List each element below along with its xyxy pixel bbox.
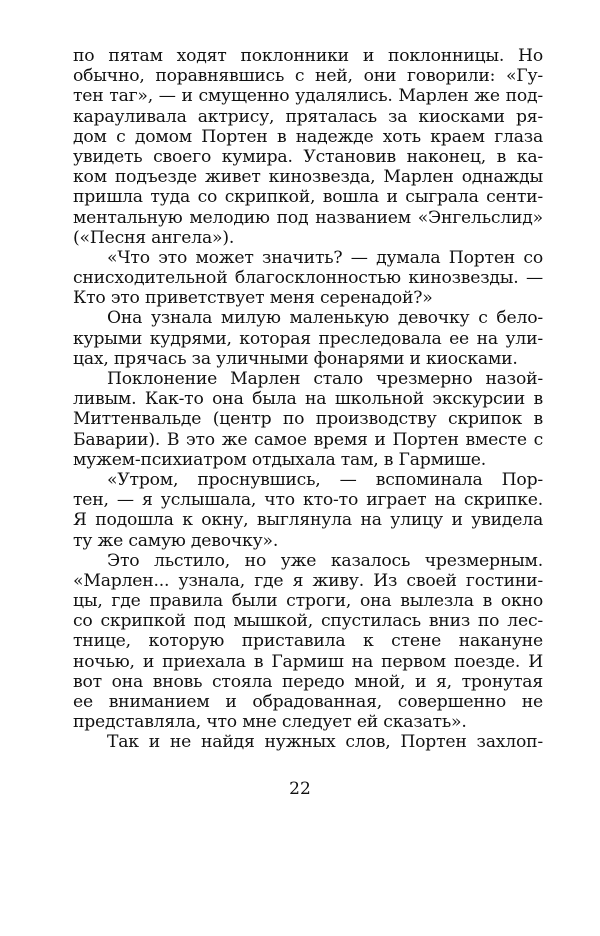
text-line: по пятам ходят поклонники и поклонницы. Но (73, 46, 543, 66)
text-line: Я подошла к окну, выглянула на улицу и увидела (73, 510, 543, 531)
text-line: ночью, и приехала в Гармиш на первом поезде. И (73, 651, 543, 672)
text-line: «Что это может значить? — думала Портен со (107, 247, 543, 268)
text-line: со скрипкой под мышкой, спустилась вниз по лес- (73, 611, 543, 632)
text-line: Кто это приветствует меня серенадой?» (73, 288, 433, 309)
text-line: снисходительной благосклонностью кинозвезды. — (73, 268, 543, 289)
text-line: карауливала актрису, пряталась за киосками ря- (73, 106, 543, 127)
text-line: представляла, что мне следует ей сказать». (73, 712, 467, 733)
text-line: дом с домом Портен в надежде хоть краем глаза (73, 126, 543, 147)
text-line: Миттенвальде (центр по производству скрипок в (73, 409, 543, 430)
text-line: Поклонение Марлен стало чрезмерно назой- (107, 369, 543, 389)
text-line: Это льстило, но уже казалось чрезмерным. (107, 550, 543, 571)
page-text (73, 46, 543, 753)
text-line: курыми кудрями, которая преследовала ее на ули- (73, 328, 543, 349)
text-line: вот она вновь стояла передо мной, и я, тронутая (73, 671, 543, 692)
text-line: увидеть своего кумира. Установив наконец, в ка- (73, 146, 543, 167)
text-line: ментальную мелодию под названием «Энгельслид» (73, 207, 543, 228)
text-line: Баварии). В это же самое время и Портен вместе с (73, 429, 543, 450)
text-line: Она узнала милую маленькую девочку с бело- (107, 308, 543, 329)
text-line: ее вниманием и обрадованная, совершенно не (73, 692, 543, 712)
page-number: 22 (289, 779, 311, 799)
text-line: тен, — я услышала, что кто-то играет на скрипке. (73, 490, 543, 511)
text-line: тен таг», — и смущенно удалялись. Марлен же под- (73, 86, 543, 107)
text-line: ту же самую девочку». (73, 530, 279, 551)
text-line: пришла туда со скрипкой, вошла и сыграла сенти- (73, 187, 543, 208)
text-line: «Марлен... узнала, где я живу. Из своей гостини- (73, 570, 543, 591)
text-line: («Песня ангела»). (73, 227, 235, 248)
text-line: тнице, которую приставила к стене накануне (73, 631, 543, 652)
text-line: Так и не найдя нужных слов, Портен захлоп- (107, 732, 543, 753)
text-line: мужем-психиатром отдыхала там, в Гармише. (73, 449, 487, 470)
text-line: «Утром, проснувшись, — вспоминала Пор- (107, 469, 543, 490)
text-line: ком подъезде живет кинозвезда, Марлен однажды (73, 167, 543, 188)
text-line: цах, прячась за уличными фонарями и киосками. (73, 348, 518, 369)
text-line: цы, где правила были строги, она вылезла в окно (73, 591, 543, 612)
text-line: ливым. Как-то она была на школьной экскурсии в (73, 389, 543, 410)
text-line: обычно, поравнявшись с ней, они говорили: «Гу- (73, 66, 543, 87)
